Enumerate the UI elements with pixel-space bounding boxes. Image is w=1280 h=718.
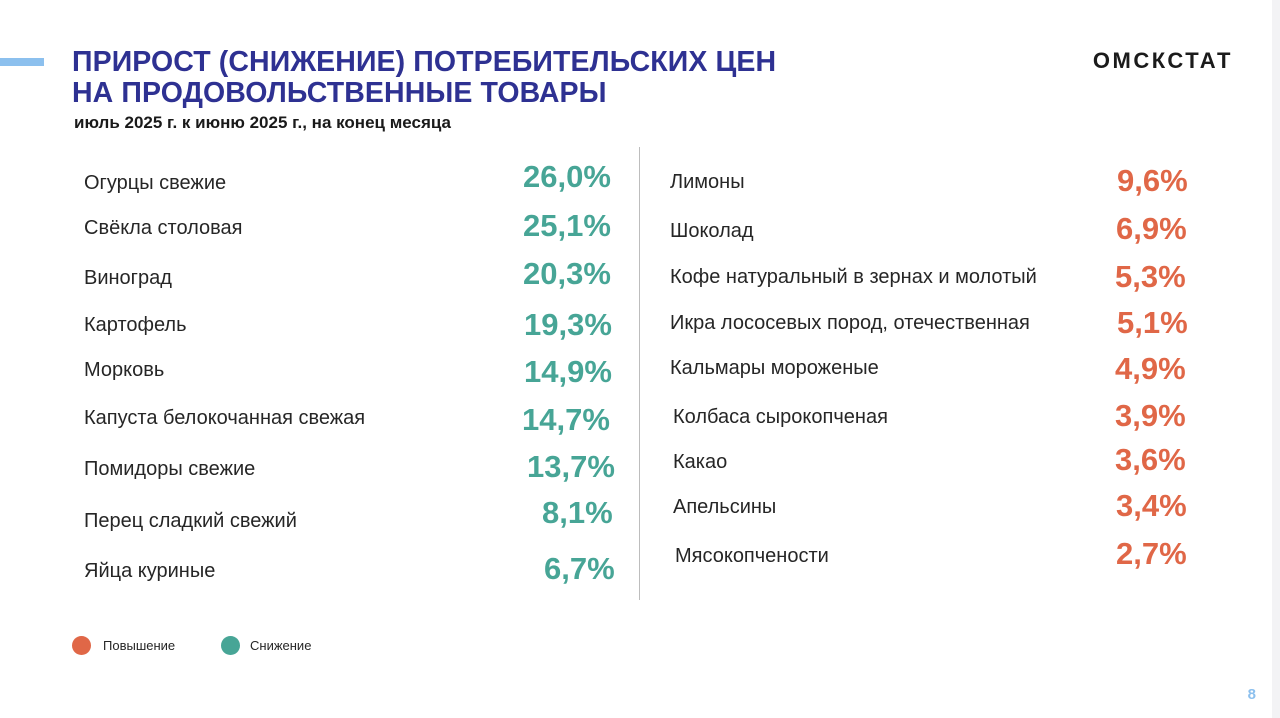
item-value: 20,3% bbox=[523, 256, 611, 291]
item-label: Кальмары мороженые bbox=[670, 357, 879, 379]
page-subtitle: июль 2025 г. к июню 2025 г., на конец месяца bbox=[74, 113, 451, 132]
item-value: 2,7% bbox=[1116, 536, 1187, 571]
item-label: Лимоны bbox=[670, 171, 745, 193]
item-value: 13,7% bbox=[527, 449, 615, 484]
item-label: Виноград bbox=[84, 267, 172, 289]
item-label: Апельсины bbox=[673, 496, 777, 518]
page-number: 8 bbox=[1247, 686, 1256, 703]
item-value: 5,1% bbox=[1117, 305, 1188, 340]
item-value: 26,0% bbox=[523, 159, 611, 194]
item-label: Кофе натуральный в зернах и молотый bbox=[670, 266, 1037, 288]
item-value: 9,6% bbox=[1117, 163, 1188, 198]
legend-label: Повышение bbox=[103, 638, 176, 653]
item-label: Картофель bbox=[84, 314, 187, 336]
item-value: 8,1% bbox=[542, 495, 613, 530]
page-title bbox=[72, 47, 776, 109]
item-value: 3,4% bbox=[1116, 488, 1187, 523]
item-label: Огурцы свежие bbox=[84, 172, 227, 194]
item-value: 3,6% bbox=[1115, 442, 1186, 477]
omskstat-logo: ОМСКСТАТ bbox=[1092, 48, 1233, 73]
increase-dot-icon bbox=[72, 636, 91, 655]
item-value: 3,9% bbox=[1115, 398, 1186, 433]
item-value: 6,9% bbox=[1116, 211, 1187, 246]
item-label: Перец сладкий свежий bbox=[84, 510, 297, 532]
item-label: Яйца куриные bbox=[84, 560, 216, 582]
item-value: 25,1% bbox=[523, 208, 611, 243]
title-line-1: ПРИРОСТ (СНИЖЕНИЕ) ПОТРЕБИТЕЛЬСКИХ ЦЕН bbox=[72, 46, 777, 78]
legend-label: Снижение bbox=[250, 638, 312, 653]
title-line-2: НА ПРОДОВОЛЬСТВЕННЫЕ ТОВАРЫ bbox=[72, 77, 607, 109]
item-label: Свёкла столовая bbox=[84, 217, 243, 239]
item-value: 14,9% bbox=[524, 354, 612, 389]
column-divider bbox=[639, 147, 640, 600]
item-label: Мясокопчености bbox=[675, 545, 829, 567]
item-label: Икра лососевых пород, отечественная bbox=[670, 312, 1030, 334]
item-value: 5,3% bbox=[1115, 259, 1186, 294]
item-value: 19,3% bbox=[524, 307, 612, 342]
item-value: 6,7% bbox=[544, 551, 615, 586]
slide-edge bbox=[1272, 0, 1280, 718]
item-label: Морковь bbox=[84, 359, 165, 381]
item-label: Шоколад bbox=[670, 220, 754, 242]
item-value: 4,9% bbox=[1115, 351, 1186, 386]
item-label: Капуста белокочанная свежая bbox=[84, 407, 366, 429]
decrease-dot-icon bbox=[221, 636, 240, 655]
legend bbox=[0, 636, 1280, 656]
item-value: 14,7% bbox=[522, 402, 610, 437]
item-label: Какао bbox=[673, 451, 728, 473]
item-label: Помидоры свежие bbox=[84, 458, 256, 480]
item-label: Колбаса сырокопченая bbox=[673, 406, 888, 428]
accent-bar bbox=[0, 58, 44, 66]
